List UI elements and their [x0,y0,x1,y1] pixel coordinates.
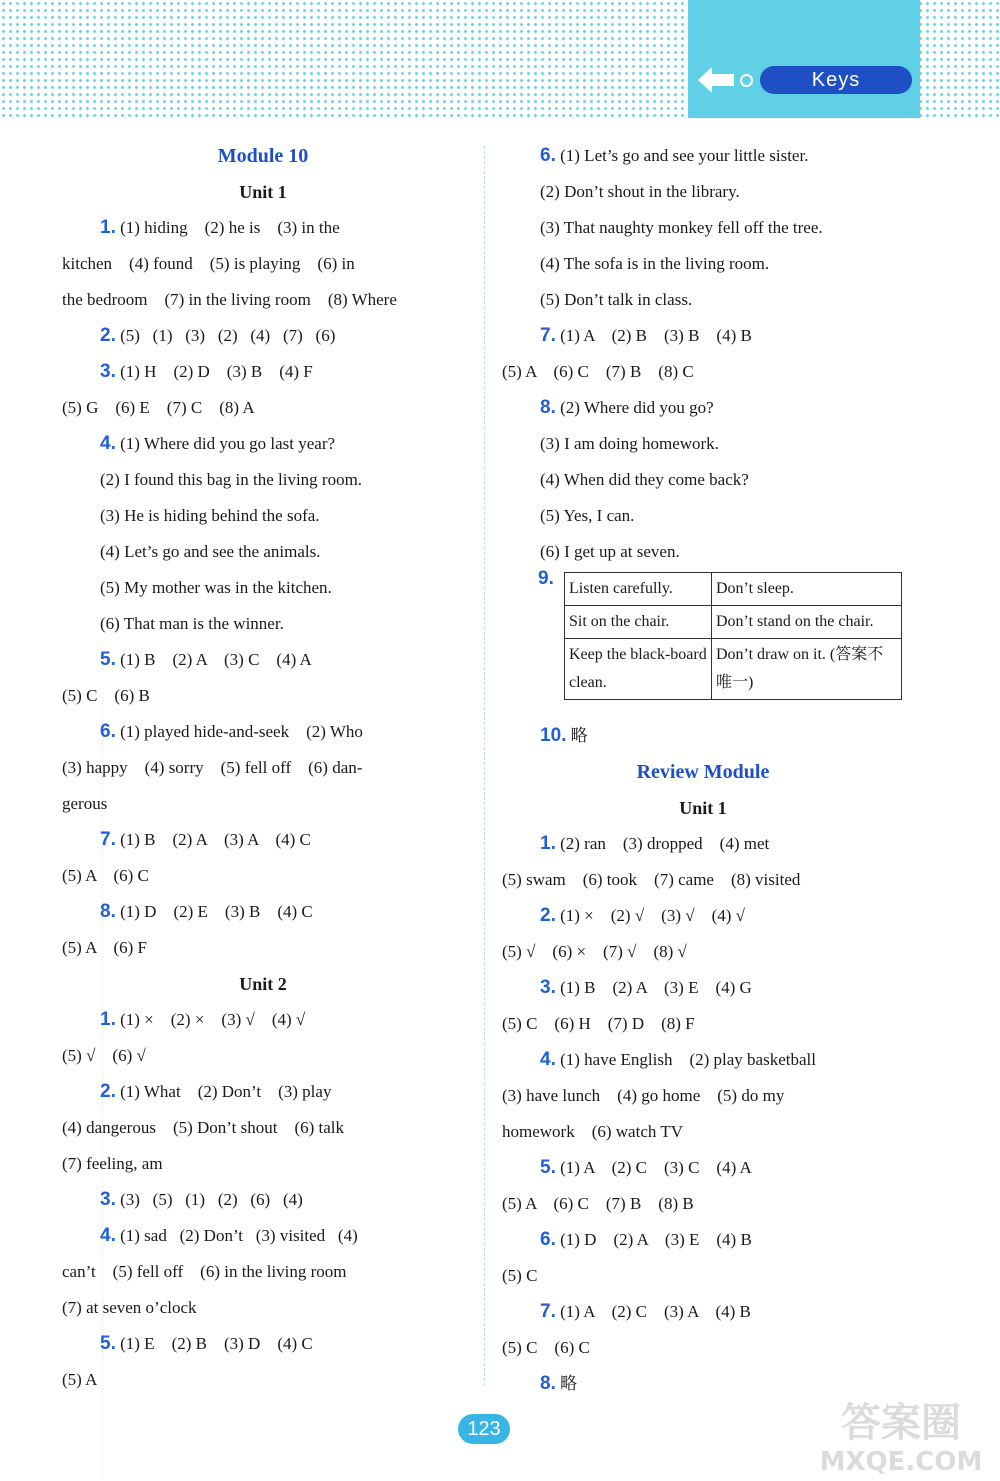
watermark-logo [806,1392,996,1478]
answer-text: (1) hiding (2) he is (3) in the [115,218,340,237]
answer-line: (5) A (6) C [62,866,149,885]
question-number: 5. [100,649,116,670]
question-number: 6. [540,145,556,166]
question-number: 8. [540,1373,556,1394]
table-cell: Keep the black-board clean. [565,639,712,700]
answer-line: (7) at seven o’clock [62,1298,197,1317]
answer-line: (5) √ (6) × (7) √ (8) √ [502,942,687,961]
table-cell: Don’t draw on it. (答案不唯一) [712,639,902,700]
unit-heading: Unit 1 [239,182,287,202]
answer-line: (5) A (6) C (7) B (8) C [502,362,694,381]
watermark-line-2: MXQE.COM [819,1447,983,1477]
answer-line: (5) C (6) H (7) D (8) F [502,1014,695,1033]
answer-line: (5) Don’t talk in class. [540,290,693,309]
answer-line [502,390,904,426]
answer-text: (1) What (2) Don’t (3) play [115,1082,332,1101]
answer-line: (4) dangerous (5) Don’t shout (6) talk [62,1118,345,1137]
answer-line: (2) Don’t shout in the library. [540,182,740,201]
answer-text: (1) B (2) A (3) C (4) A [115,650,312,669]
question-9 [502,570,904,718]
question-number: 1. [540,833,556,854]
answer-text: (1) D (2) A (3) E (4) B [555,1230,752,1249]
answer-text: (1) D (2) E (3) B (4) C [115,902,313,921]
answer-line: (5) A (6) F [62,938,147,957]
arrow-left-icon [696,64,738,96]
table-cell: Don’t sleep. [712,573,902,606]
answer-line [502,1042,904,1078]
answer-line: (5) C [502,1266,538,1285]
answer-text: (1) H (2) D (3) B (4) F [115,362,313,381]
table-row [565,639,902,700]
section-title: Review Module [636,761,770,783]
answer-line [62,354,464,390]
right-bottom-answers [502,718,904,1402]
table-cell: Listen carefully. [565,573,712,606]
answer-line: can’t (5) fell off (6) in the living room [62,1262,347,1281]
answer-line [62,642,464,678]
page-number: 123 [458,1414,510,1444]
answer-line: (5) A (6) C (7) B (8) B [502,1194,694,1213]
answer-line [62,1182,464,1218]
answer-text: (1) A (2) B (3) B (4) B [555,326,752,345]
question-number: 4. [540,1049,556,1070]
question-number: 7. [540,1301,556,1322]
table-row [565,606,902,639]
answer-text: (1) E (2) B (3) D (4) C [115,1334,313,1353]
answer-text: (1) A (2) C (3) A (4) B [555,1302,751,1321]
unit-heading: Unit 1 [679,798,727,818]
question-number: 4. [100,1225,116,1246]
answer-line: (5) My mother was in the kitchen. [100,578,332,597]
answer-text: (1) Let’s go and see your little sister. [555,146,809,165]
answer-line: kitchen (4) found (5) is playing (6) in [62,254,355,273]
left-column [62,138,464,1398]
answer-line: (3) happy (4) sorry (5) fell off (6) dan- [62,758,363,777]
answer-line: (5) Yes, I can. [540,506,635,525]
question-number: 2. [100,325,116,346]
answer-line [62,714,464,750]
answer-line: (7) feeling, am [62,1154,163,1173]
table-row [565,573,902,606]
answer-line [502,138,904,174]
answer-line: (5) A [62,1370,98,1389]
question-number: 2. [540,905,556,926]
question-number: 6. [100,721,116,742]
answer-line [502,1294,904,1330]
question-number: 9. [538,568,554,589]
answer-line [502,970,904,1006]
question-number: 8. [540,397,556,418]
answer-line: (4) Let’s go and see the animals. [100,542,321,561]
answer-line [62,1326,464,1362]
question-number: 2. [100,1081,116,1102]
watermark-line-1: 答案圈 [841,1400,961,1446]
section-title: Module 10 [217,145,309,167]
answer-text: (1) × (2) × (3) √ (4) √ [115,1010,306,1029]
answer-line [502,718,904,754]
question-number: 5. [100,1333,116,1354]
question-number: 6. [540,1229,556,1250]
table-cell: Don’t stand on the chair. [712,606,902,639]
question-number: 4. [100,433,116,454]
answer-line: (4) When did they come back? [540,470,749,489]
answer-line [502,826,904,862]
question-number: 3. [100,361,116,382]
answer-line [502,898,904,934]
question-number: 5. [540,1157,556,1178]
answer-line: (6) That man is the winner. [100,614,284,633]
keys-header-box [688,0,920,118]
answer-line [62,426,464,462]
answer-line: (3) I am doing homework. [540,434,719,453]
question-number: 1. [100,217,116,238]
answer-line: (5) swam (6) took (7) came (8) visited [502,870,801,889]
question-number: 1. [100,1009,116,1030]
right-top-answers [502,138,904,570]
question-number: 10. [540,725,567,746]
answer-text: (5) (1) (3) (2) (4) (7) (6) [115,326,336,345]
answer-line: (3) have lunch (4) go home (5) do my [502,1086,785,1105]
keys-label: Keys [760,66,912,94]
answer-text: (1) B (2) A (3) E (4) G [555,978,752,997]
answer-line [62,1002,464,1038]
answer-text: (1) Where did you go last year? [115,434,336,453]
answer-line [62,822,464,858]
question-number: 3. [540,977,556,998]
answer-line [502,1150,904,1186]
column-divider [484,146,485,1386]
right-column [502,138,904,1402]
answer-text: (1) A (2) C (3) C (4) A [555,1158,752,1177]
answer-text: (1) have English (2) play basketball [555,1050,816,1069]
answer-text: (1) B (2) A (3) A (4) C [115,830,311,849]
answer-line: (5) G (6) E (7) C (8) A [62,398,255,417]
dot-icon [740,74,753,87]
question-number: 3. [100,1189,116,1210]
answer-line: homework (6) watch TV [502,1122,683,1141]
answer-line: (2) I found this bag in the living room. [100,470,363,489]
answer-line [62,1218,464,1254]
answer-line: (3) He is hiding behind the sofa. [100,506,320,525]
answer-text: (1) played hide-and-seek (2) Who [115,722,363,741]
answer-line: the bedroom (7) in the living room (8) Where [62,290,397,309]
answer-line [502,318,904,354]
answer-line [62,210,464,246]
answer-text: (1) × (2) √ (3) √ (4) √ [555,906,745,925]
answer-line [62,318,464,354]
question-number: 8. [100,901,116,922]
table-cell: Sit on the chair. [565,606,712,639]
answer-text: (1) sad (2) Don’t (3) visited (4) [115,1226,358,1245]
unit-heading: Unit 2 [239,974,287,994]
answer-line: (6) I get up at seven. [540,542,680,561]
answer-line: gerous [62,794,108,813]
answer-line: (4) The sofa is in the living room. [540,254,770,273]
answer-line: (5) C (6) B [62,686,150,705]
answer-line: (3) That naughty monkey fell off the tree. [540,218,823,237]
answer-text: 略 [555,1374,578,1393]
answer-text: (2) Where did you go? [555,398,714,417]
answer-line [502,1222,904,1258]
answer-text: 略 [566,726,588,745]
answer-text: (2) ran (3) dropped (4) met [555,834,770,853]
answer-line [62,1074,464,1110]
answer-line: (5) √ (6) √ [62,1046,146,1065]
answer-table [564,572,902,700]
answer-line [62,894,464,930]
question-number: 7. [540,325,556,346]
question-number: 7. [100,829,116,850]
answer-text: (3) (5) (1) (2) (6) (4) [115,1190,303,1209]
answer-line: (5) C (6) C [502,1338,590,1357]
